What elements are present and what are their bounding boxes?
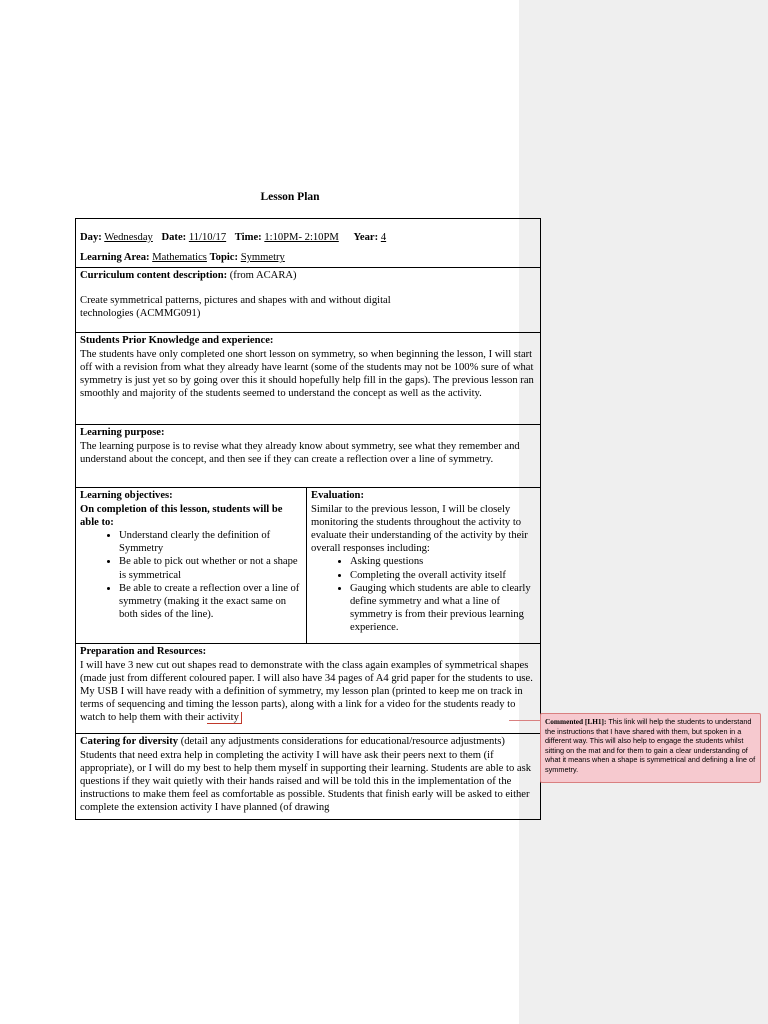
comments-margin-pane	[519, 0, 768, 1024]
preparation-row	[76, 644, 541, 734]
topic-value: Symmetry	[240, 252, 285, 264]
evaluation-item: • Gauging which students are able to clearly define symmetry and what a line of symmetry is from their previous learning experience.	[350, 582, 536, 635]
commented-word[interactable]: activity	[207, 712, 242, 724]
diversity-note: (detail any adjustments considerations for educational/resource adjustments)	[180, 736, 505, 748]
learning-purpose-heading: Learning purpose:	[80, 427, 165, 439]
time-label: Time:	[234, 232, 262, 243]
prior-knowledge-row	[76, 333, 541, 425]
page-title: Lesson Plan	[260, 191, 320, 203]
area-value: Mathematics	[152, 252, 207, 264]
comment-label: Commented [LH1]:	[545, 717, 607, 726]
area-line	[80, 251, 536, 264]
curriculum-source: (from ACARA)	[229, 270, 297, 282]
objectives-heading: Learning objectives:	[80, 490, 173, 502]
preparation-text: I will have 3 new cut out shapes read to demonstrate with the class again examples of symmetrical shapes (made just from different coloured paper. I will also have 34 pages of A4 grid paper for the students to use. My USB I will have ready with a definition of symmetry, my lesson plan (printed to keep me on track in terms of sequencing and timing the lesson parts), along with a link for a video for the students ready to watch to help them with their	[80, 659, 533, 724]
curriculum-text: Create symmetrical patterns, pictures and shapes with and without digital technologies (ACMMG091)	[80, 294, 391, 319]
comment-connector	[509, 720, 540, 721]
prior-knowledge-heading: Students Prior Knowledge and experience:	[80, 335, 274, 347]
curriculum-heading: Curriculum content description:	[80, 270, 228, 282]
diversity-text: Students that need extra help in completing the activity I will have ask their peers next to them (if appropriate), or I will do my best to help them myself in supporting their learning. Students are able to ask questions if they wait quietly with their hands raised and will be told this in the implementation of the instructions to make them feel as comfortable as possible. Students that finish early will be asked to either complete the extension activity I have planned (of drawing	[80, 749, 532, 814]
preparation-cell	[76, 644, 541, 734]
evaluation-text: Similar to the previous lesson, I will be closely monitoring the students throughout the activity to evaluate their understanding of the activity by their overall responses including:	[311, 503, 528, 555]
comment-text: This link will help the students to understand the instructions that I have shared with them, but spoken in a different way. This will also help to engage the students whilst sitting on the mat and for them to gain a clear understanding of what it means when a shape is symmetrical and defining a line of symmetry.	[545, 717, 756, 774]
date-value: 11/10/17	[188, 232, 227, 243]
header-row	[76, 219, 541, 268]
header-cell	[76, 219, 541, 268]
learning-purpose-text: The learning purpose is to revise what they already know about symmetry, see what they remember and understand about the concept, and then see if they can create a reflection over a line of symmetry.	[80, 440, 520, 465]
topic-label: Topic:	[209, 252, 239, 264]
objectives-list	[80, 529, 302, 621]
evaluation-cell	[307, 488, 541, 644]
diversity-cell	[76, 734, 541, 820]
date-label: Date:	[161, 232, 187, 243]
day-value: Wednesday	[104, 232, 153, 243]
day-label: Day:	[80, 232, 102, 243]
preparation-paragraph	[80, 659, 536, 725]
curriculum-cell	[76, 268, 541, 333]
evaluation-heading: Evaluation:	[311, 490, 364, 502]
evaluation-item: • Asking questions	[350, 555, 536, 568]
learning-purpose-row	[76, 425, 541, 488]
curriculum-row	[76, 268, 541, 333]
prior-knowledge-cell	[76, 333, 541, 425]
objectives-cell	[76, 488, 307, 644]
time-value: 1:10PM- 2:10PM	[264, 232, 339, 243]
lesson-plan-table	[75, 218, 541, 820]
objective-item: • Be able to pick out whether or not a shape is symmetrical	[119, 555, 302, 581]
evaluation-list	[311, 555, 536, 634]
evaluation-item: • Completing the overall activity itself	[350, 569, 536, 582]
year-value: 4	[380, 232, 387, 243]
schedule-line	[80, 231, 536, 244]
preparation-heading: Preparation and Resources:	[80, 646, 207, 658]
learning-purpose-cell	[76, 425, 541, 488]
year-label: Year:	[353, 232, 379, 243]
objective-item: • Be able to create a reflection over a line of symmetry (making it the exact same on both sides of the line).	[119, 582, 302, 622]
prior-knowledge-text: The students have only completed one short lesson on symmetry, so when beginning the lesson, I will start off with a revision from what they already have learnt (some of the students may not be 100% sure of what symmetry is just yet so by going over this it should hopefully help fill in the gaps). The previous lesson ran smoothly and majority of the students seemed to understand the concept as well as the activity.	[80, 348, 534, 400]
objectives-subheading: On completion of this lesson, students will be able to:	[80, 503, 283, 528]
comment-balloon[interactable]	[540, 713, 761, 783]
area-label: Learning Area:	[80, 252, 150, 264]
objectives-evaluation-row	[76, 488, 541, 644]
diversity-heading: Catering for diversity	[80, 736, 179, 748]
objective-item: • Understand clearly the definition of Symmetry	[119, 529, 302, 555]
diversity-row	[76, 734, 541, 820]
